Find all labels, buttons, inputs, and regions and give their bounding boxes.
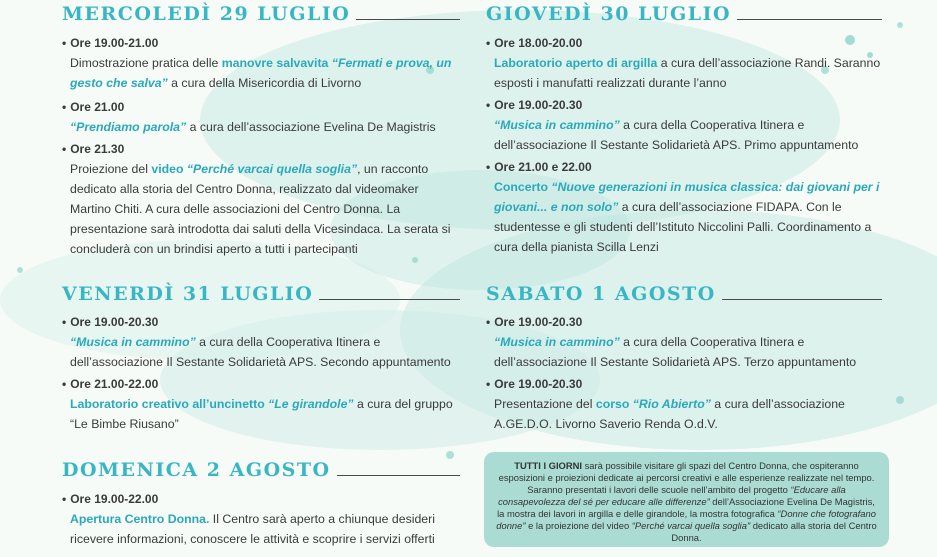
event-item (486, 312, 886, 372)
event-description: “Musica in cammino” a cura della Cooperativa Itinera e dell’associazione Il Sestante Solidarietà APS. Terzo appuntamento (494, 335, 857, 369)
event-description: “Musica in cammino” a cura della Cooperativa Itinera e dell’associazione Il Sestante Solidarietà APS. Primo appuntamento (494, 118, 859, 152)
event-description: Apertura Centro Donna. Il Centro sarà aperto a chiunque desideri ricevere informazioni, conoscere le attività e scoprire i servizi offerti (70, 512, 435, 546)
day-title-saturday: SABATO 1 AGOSTO (486, 283, 882, 305)
event-item (486, 33, 886, 93)
event-item (62, 374, 460, 434)
every-day-note: TUTTI I GIORNI sarà possibile visitare gli spazi del Centro Donna, che ospiteranno esposizioni e proiezioni dedicate ai percorsi creativi e alle esperienze realizzate nel tempo. Saranno presentati i lavori delle scuole nell’ambito del progetto “Educare alla consapevolezza del sé per educare alle differenze” dell’Associazione Evelina De Magistris, la mostra dei lavori in argilla e delle girandole, la mostra fotografica “Donne che fotografano donne” e la proiezione del video “Perché varcai quella soglia” dedicato alla storia del Centro Donna. (484, 452, 889, 547)
day-title-sunday: DOMENICA 2 AGOSTO (62, 459, 460, 481)
event-item (486, 157, 886, 257)
day-title-wednesday: MERCOLEDÌ 29 LUGLIO (62, 3, 460, 25)
title-rule (337, 475, 460, 476)
event-time: • Ore 21.30 (62, 139, 460, 159)
event-description: “Musica in cammino” a cura della Cooperativa Itinera e dell’associazione Il Sestante Solidarietà APS. Secondo appuntamento (70, 335, 451, 369)
event-description: Laboratorio aperto di argilla a cura dell’associazione Randi. Saranno esposti i manufatti realizzati durante l’anno (494, 56, 881, 90)
title-rule (722, 299, 882, 300)
event-time: • Ore 19.00-20.30 (486, 374, 886, 394)
title-rule (356, 19, 460, 20)
event-time: • Ore 21.00 e 22.00 (486, 157, 886, 177)
day-title-thursday: GIOVEDÌ 30 LUGLIO (486, 3, 882, 25)
title-rule (737, 19, 882, 20)
event-description: Laboratorio creativo all’uncinetto “Le girandole” a cura del gruppo “Le Bimbe Riusano” (70, 397, 453, 431)
event-item (486, 95, 886, 155)
event-item (62, 489, 472, 549)
title-rule (319, 299, 460, 300)
event-time: • Ore 19.00-20.30 (62, 312, 460, 332)
event-time: • Ore 21.00 (62, 97, 460, 117)
event-item (62, 33, 460, 93)
day-title-friday: VENERDÌ 31 LUGLIO (62, 283, 460, 305)
event-description: Dimostrazione pratica delle manovre salvavita “Fermati e prova, un gesto che salva” a cura della Misericordia di Livorno (70, 56, 452, 90)
event-item (62, 139, 460, 259)
event-item (486, 374, 886, 434)
event-time: • Ore 18.00-20.00 (486, 33, 886, 53)
event-time: • Ore 19.00-21.00 (62, 33, 460, 53)
event-description: Concerto “Nuove generazioni in musica classica: dai giovani per i giovani... e non solo” a cura dell’associazione FIDAPA. Con le studentesse e gli studenti dell’Istituto Niccolini Palli. Coordinamento a cura della pianista Scilla Lenzi (494, 180, 880, 254)
event-item (62, 312, 460, 372)
event-description: Presentazione del corso “Rio Abierto” a cura dell’associazione A.GE.D.O. Livorno Saverio Renda O.d.V. (494, 397, 845, 431)
event-time: • Ore 19.00-20.30 (486, 95, 886, 115)
event-description: “Prendiamo parola” a cura dell’associazione Evelina De Magistris (70, 120, 436, 134)
event-description: Proiezione del video “Perché varcai quella soglia”, un racconto dedicato alla storia del Centro Donna, realizzato dal videomaker Martino Chiti. A cura delle associazioni del Centro Donna. La presentazione sarà introdotta dai saluti della Vicesindaca. La serata si concluderà con un brindisi aperto a tutti i partecipanti (70, 162, 451, 256)
event-time: • Ore 19.00-20.30 (486, 312, 886, 332)
event-time: • Ore 19.00-22.00 (62, 489, 472, 509)
event-item (62, 97, 460, 137)
event-time: • Ore 21.00-22.00 (62, 374, 460, 394)
